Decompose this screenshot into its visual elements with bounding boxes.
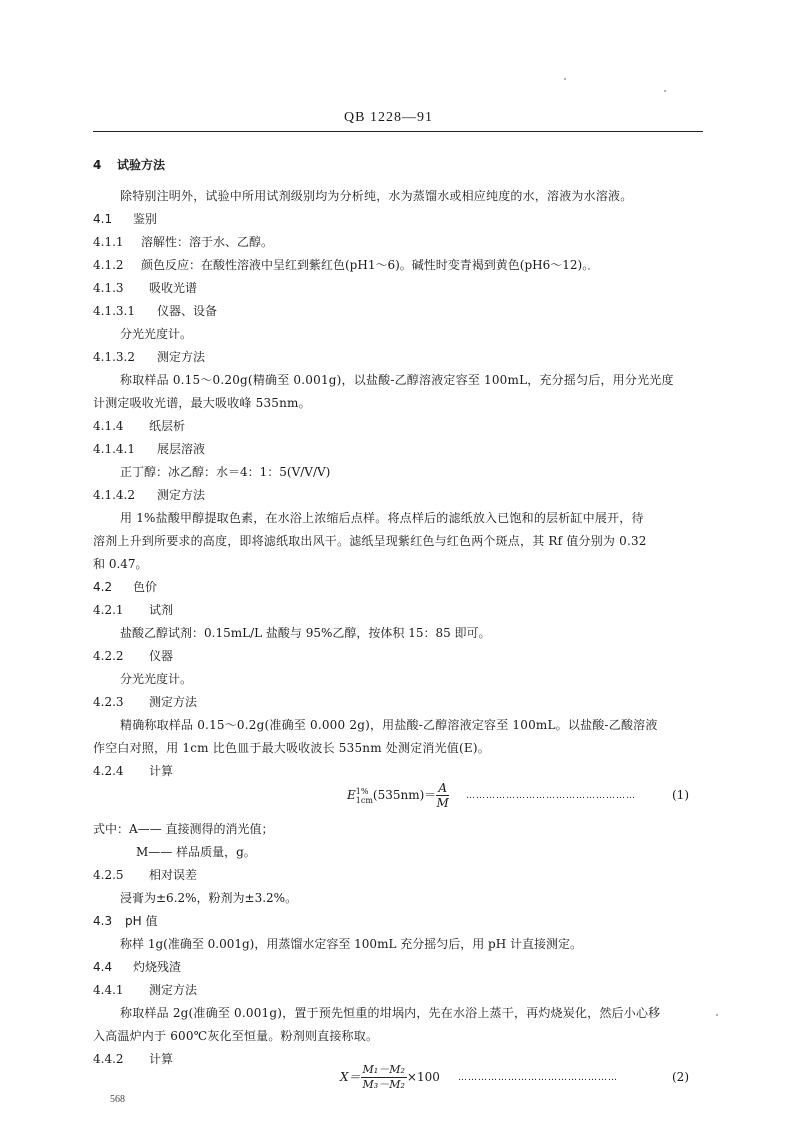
clause-title: 计算 [149, 764, 174, 778]
clause-title: 测定方法 [149, 695, 198, 709]
clause-title: 试剂 [149, 603, 174, 617]
clause-4-4-2 [93, 1051, 173, 1067]
formula-2-times: ×100 [406, 1070, 440, 1084]
clause-number: 4.2.1 [93, 603, 124, 617]
section-title: 试验方法 [117, 158, 166, 172]
formula-1-denominator: M [436, 796, 449, 810]
formula-2-leader: ………………………………………… [458, 1073, 618, 1083]
section-heading [93, 157, 165, 173]
clause-4-1-3-2 [93, 349, 205, 365]
clause-title: 测定方法 [157, 488, 206, 502]
body-text: 用 1%盐酸甲醇提取色素，在水浴上浓缩后点样。将点样后的滤纸放入已饱和的层析缸中展开，待 [120, 511, 644, 525]
header-rule [93, 131, 703, 132]
formula-1-leader: …………………………………………… [466, 791, 636, 801]
clause-4-2-5 [93, 867, 197, 883]
formula-1-numerator: A [438, 781, 447, 795]
scan-speck [564, 78, 566, 80]
clause-title: 灼烧残渣 [133, 960, 182, 974]
clause-title: 计算 [149, 1052, 174, 1066]
body-text: 分光光度计。 [120, 327, 193, 341]
clause-title: 测定方法 [157, 350, 206, 364]
clause-number: 4.2.2 [93, 649, 124, 663]
clause-title: 展层溶液 [157, 442, 206, 456]
body-text: 精确称取样品 0.15～0.2g(准确至 0.000 2g)，用盐酸-乙醇溶液定容至 100mL。以盐酸-乙酸溶液 [120, 718, 658, 732]
clause-title: 吸收光谱 [149, 281, 198, 295]
clause-4-2-3 [93, 694, 197, 710]
body-text: 计测定吸收光谱，最大吸收峰 535nm。 [93, 396, 311, 410]
clause-text: 颜色反应：在酸性溶液中呈红到紫红色(pH1～6)。碱性时变青褐到黄色(pH6～12)。 [141, 258, 595, 272]
section-number: 4 [93, 158, 102, 172]
body-text: 称取样品 2g(准确至 0.001g)，置于预先恒重的坩埚内，先在水浴上蒸干，再灼烧炭化，然后小心移 [120, 1006, 661, 1020]
body-text: 盐酸乙醇试剂：0.15mL/L 盐酸与 95%乙醇，按体积 15：85 即可。 [120, 626, 491, 640]
clause-4-2-4 [93, 763, 173, 779]
scan-speck [664, 90, 666, 92]
clause-number: 4.2.5 [93, 868, 124, 882]
clause-4-1-4-1 [93, 441, 205, 457]
clause-title: 相对误差 [149, 868, 198, 882]
clause-number: 4.1.3.1 [93, 304, 135, 318]
formula-2-denominator: M₃－M₂ [362, 1078, 405, 1091]
formula-1-lhs: E [347, 788, 356, 802]
body-text: 和 0.47。 [93, 557, 148, 571]
clause-title: 仪器、设备 [157, 304, 218, 318]
formula-1 [347, 780, 449, 810]
formula-2 [340, 1062, 440, 1092]
formula-1-arg: (535nm)＝ [372, 788, 437, 802]
clause-number: 4.2 [93, 580, 113, 594]
page-number: 568 [110, 1094, 125, 1105]
clause-4-4-1 [93, 982, 197, 998]
formula-2-label: (2) [672, 1070, 689, 1084]
clause-number: 4.1.2 [93, 258, 124, 272]
body-text: 入高温炉内于 600℃灰化至恒量。粉剂则直接称取。 [93, 1029, 379, 1043]
clause-number: 4.1 [93, 212, 113, 226]
where-line-1: 式中：A—— 直接测得的消光值； [93, 822, 274, 836]
clause-4-1-2 [93, 257, 594, 273]
body-text: 浸膏为±6.2%，粉剂为±3.2%。 [120, 891, 298, 905]
clause-number: 4.1.3 [93, 281, 124, 295]
clause-4-3 [93, 913, 157, 929]
clause-number: 4.3 [93, 914, 113, 928]
clause-number: 4.2.3 [93, 695, 124, 709]
clause-4-1 [93, 211, 157, 227]
scan-speck [716, 1014, 718, 1016]
clause-title: 鉴别 [133, 212, 158, 226]
clause-4-1-4 [93, 418, 185, 434]
formula-1-label: (1) [672, 788, 689, 802]
clause-4-2 [93, 579, 157, 595]
body-text: 分光光度计。 [120, 672, 193, 686]
body-text: 正丁醇：冰乙醇：水＝4：1：5(V/V/V) [120, 465, 331, 479]
clause-text: 溶解性：溶于水、乙醇。 [141, 235, 274, 249]
clause-title: 仪器 [149, 649, 174, 663]
clause-4-1-4-2 [93, 487, 205, 503]
clause-title: 纸层析 [149, 419, 186, 433]
clause-title: pH 值 [125, 914, 158, 928]
clause-4-2-2 [93, 648, 173, 664]
standard-number: QB 1228—91 [344, 110, 433, 125]
clause-number: 4.1.4.1 [93, 442, 135, 456]
formula-1-sup: 1% [355, 786, 369, 796]
body-text: 称样 1g(准确至 0.001g)，用蒸馏水定容至 100mL 充分摇匀后，用 pH 计直接测定。 [120, 937, 583, 951]
clause-4-2-1 [93, 602, 173, 618]
clause-number: 4.4.1 [93, 983, 124, 997]
body-text: 称取样品 0.15～0.20g(精确至 0.001g)，以盐酸-乙醇溶液定容至 100mL，充分摇匀后，用分光光度 [120, 373, 674, 387]
clause-number: 4.1.3.2 [93, 350, 135, 364]
formula-2-lhs: X＝ [340, 1070, 361, 1084]
where-line-2: M—— 样品质量，g。 [136, 845, 256, 859]
clause-title: 测定方法 [149, 983, 198, 997]
clause-number: 4.4.2 [93, 1052, 124, 1066]
formula-1-fraction [436, 781, 449, 810]
clause-4-4 [93, 959, 181, 975]
formula-1-sub: 1cm [355, 795, 373, 805]
clause-4-1-3 [93, 280, 197, 296]
body-text: 作空白对照，用 1cm 比色皿于最大吸收波长 535nm 处测定消光值(E)。 [93, 741, 490, 755]
clause-4-1-3-1 [93, 303, 217, 319]
clause-number: 4.1.4 [93, 419, 124, 433]
clause-4-1-1 [93, 234, 273, 250]
clause-number: 4.1.4.2 [93, 488, 135, 502]
clause-number: 4.2.4 [93, 764, 124, 778]
body-text: 溶剂上升到所要求的高度，即将滤纸取出风干。滤纸呈现紫红色与红色两个斑点，其 Rf 值分别为 0.32 [93, 534, 647, 548]
clause-number: 4.1.1 [93, 235, 124, 249]
formula-2-numerator: M₁－M₂ [362, 1063, 405, 1076]
clause-title: 色价 [133, 580, 158, 594]
clause-number: 4.4 [93, 960, 113, 974]
intro-paragraph: 除特别注明外，试验中所用试剂级别均为分析纯，水为蒸馏水或相应纯度的水，溶液为水溶液。 [120, 189, 633, 203]
formula-2-fraction [361, 1063, 407, 1092]
